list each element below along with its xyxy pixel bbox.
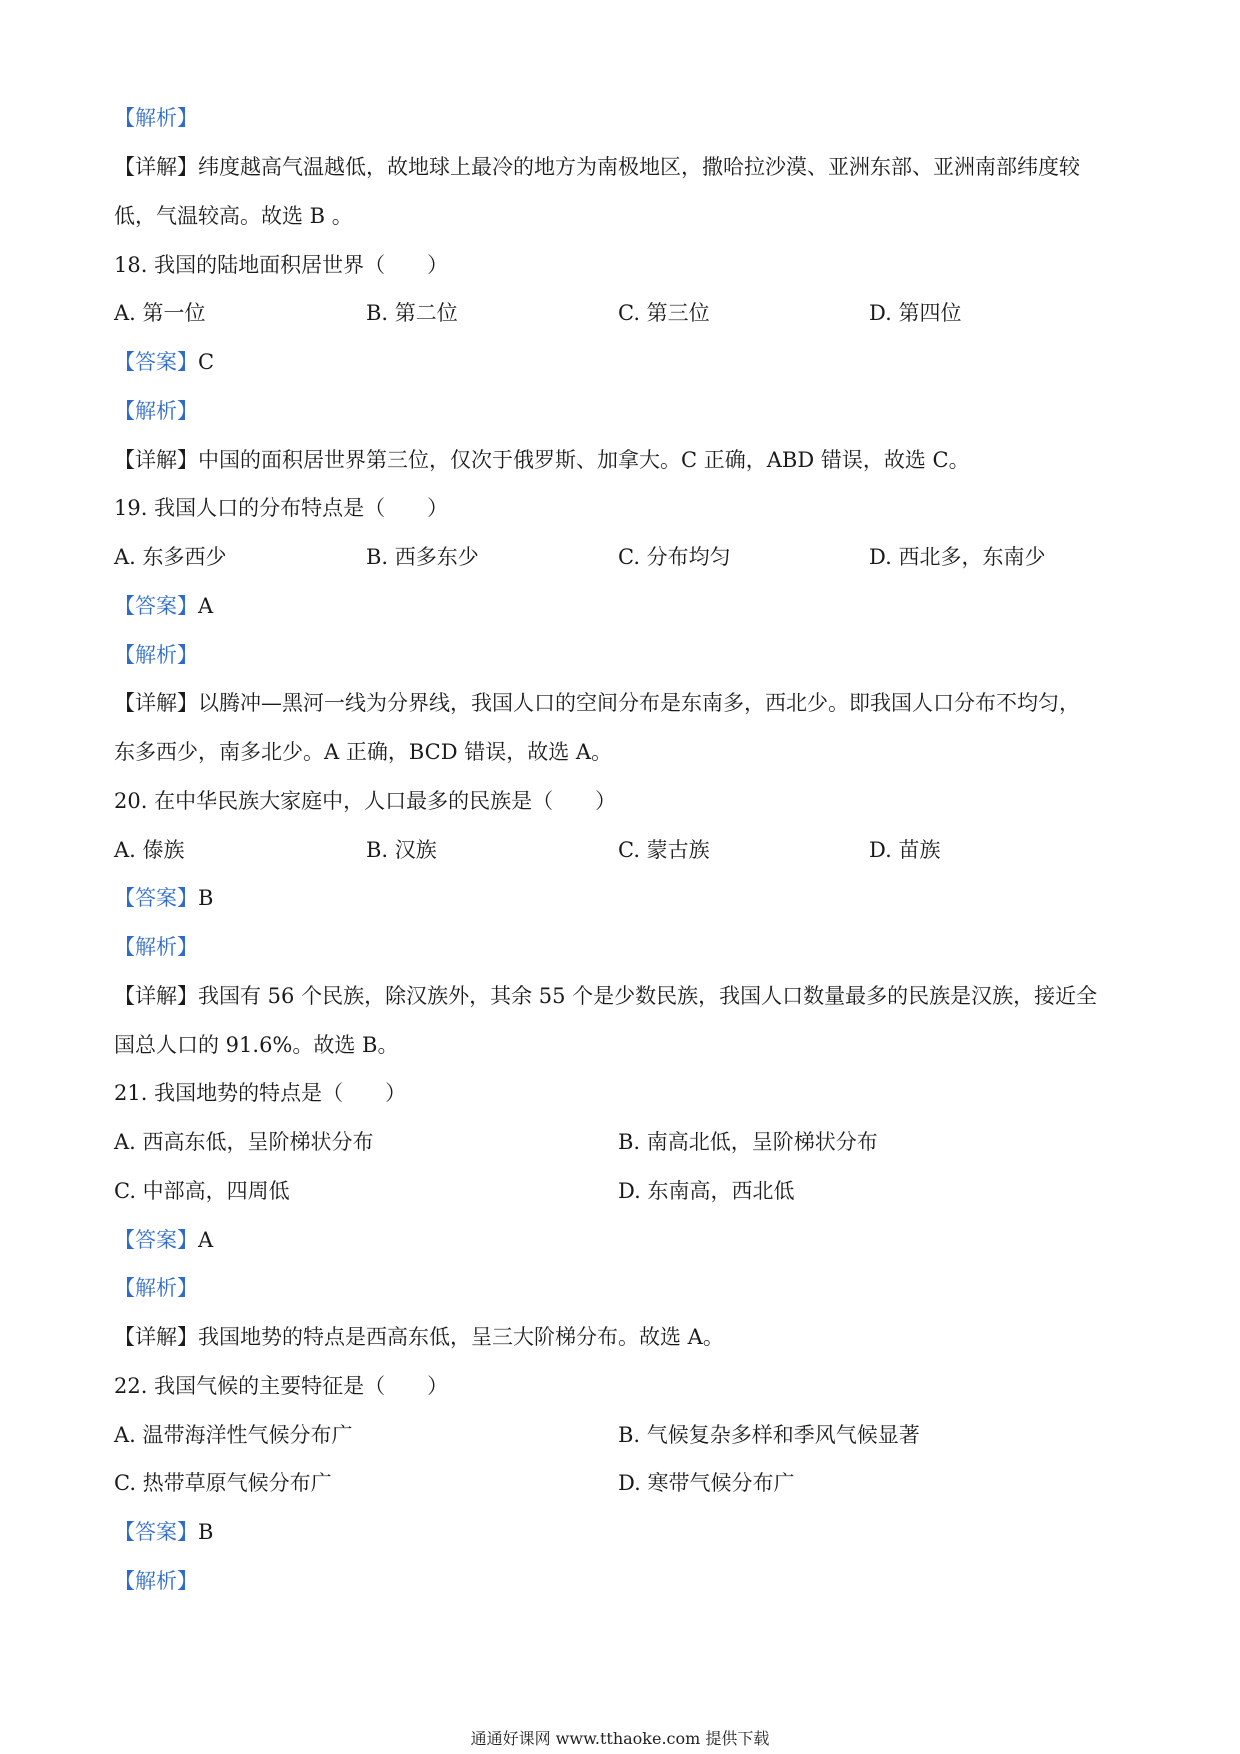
answer-value: A — [198, 594, 214, 618]
text-line: 国总人口的 91.6%。故选 B。 — [114, 1033, 399, 1057]
detail-text: 以腾冲—黑河一线为分界线，我国人口的空间分布是东南多，西北少。即我国人口分布不均匀， — [198, 691, 1080, 715]
option-item: C. 蒙古族 — [618, 838, 710, 862]
option-item: D. 第四位 — [869, 301, 962, 325]
answer-line — [114, 883, 213, 913]
page-footer: 通通好课网 www.tthaoke.com 提供下载 — [470, 1729, 770, 1748]
detail-tag: 【详解】 — [114, 984, 198, 1008]
detail-text: 我国地势的特点是西高东低，呈三大阶梯分布。故选 A。 — [198, 1325, 724, 1349]
option-item: A. 温带海洋性气候分布广 — [114, 1423, 353, 1447]
option-item: C. 第三位 — [618, 301, 710, 325]
answer-line — [114, 1225, 213, 1255]
answer-line — [114, 1517, 213, 1547]
answer-tag: 【答案】 — [114, 594, 198, 618]
analysis-label — [114, 932, 198, 962]
analysis-label — [114, 103, 198, 133]
analysis-label — [114, 1566, 198, 1596]
option-item: B. 气候复杂多样和季风气候显著 — [618, 1423, 920, 1447]
analysis-label — [114, 396, 198, 426]
option-item: A. 东多西少 — [114, 545, 227, 569]
detail-text: 纬度越高气温越低，故地球上最冷的地方为南极地区，撒哈拉沙漠、亚洲东部、亚洲南部纬度较 — [198, 155, 1080, 179]
question-stem: 21. 我国地势的特点是（ ） — [114, 1081, 407, 1105]
text-line: 东多西少，南多北少。A 正确，BCD 错误，故选 A。 — [114, 740, 613, 764]
analysis-tag: 【解析】 — [114, 1276, 198, 1300]
option-item: D. 西北多，东南少 — [869, 545, 1046, 569]
answer-value: B — [198, 1520, 214, 1544]
option-item: B. 南高北低，呈阶梯状分布 — [618, 1130, 878, 1154]
question-stem: 22. 我国气候的主要特征是（ ） — [114, 1374, 449, 1398]
answer-tag: 【答案】 — [114, 1228, 198, 1252]
option-item: A. 第一位 — [114, 301, 206, 325]
answer-line — [114, 347, 214, 377]
analysis-label — [114, 1273, 198, 1303]
answer-line — [114, 591, 213, 621]
detail-tag: 【详解】 — [114, 1325, 198, 1349]
analysis-tag: 【解析】 — [114, 643, 198, 667]
answer-value: A — [198, 1228, 214, 1252]
analysis-tag: 【解析】 — [114, 1569, 198, 1593]
analysis-tag: 【解析】 — [114, 935, 198, 959]
option-item: A. 傣族 — [114, 838, 185, 862]
detail-tag: 【详解】 — [114, 155, 198, 179]
option-item: D. 苗族 — [869, 838, 941, 862]
question-stem: 18. 我国的陆地面积居世界（ ） — [114, 253, 449, 277]
answer-tag: 【答案】 — [114, 1520, 198, 1544]
option-item: C. 分布均匀 — [618, 545, 731, 569]
option-item: B. 第二位 — [366, 301, 458, 325]
detail-text: 中国的面积居世界第三位，仅次于俄罗斯、加拿大。C 正确，ABD 错误，故选 C。 — [198, 448, 970, 472]
detail-text: 我国有 56 个民族，除汉族外，其余 55 个是少数民族，我国人口数量最多的民族是汉族，接近全 — [198, 984, 1098, 1008]
option-item: A. 西高东低，呈阶梯状分布 — [114, 1130, 374, 1154]
detail-explanation — [114, 688, 1080, 718]
option-item: C. 中部高，四周低 — [114, 1179, 290, 1203]
detail-tag: 【详解】 — [114, 691, 198, 715]
detail-explanation — [114, 1322, 724, 1352]
answer-tag: 【答案】 — [114, 350, 198, 374]
option-item: C. 热带草原气候分布广 — [114, 1471, 332, 1495]
detail-tag: 【详解】 — [114, 448, 198, 472]
option-item: B. 汉族 — [366, 838, 437, 862]
question-stem: 20. 在中华民族大家庭中，人口最多的民族是（ ） — [114, 789, 617, 813]
option-item: B. 西多东少 — [366, 545, 479, 569]
option-item: D. 寒带气候分布广 — [618, 1471, 795, 1495]
detail-explanation — [114, 981, 1097, 1011]
answer-value: C — [198, 350, 215, 374]
detail-explanation — [114, 152, 1080, 182]
answer-tag: 【答案】 — [114, 886, 198, 910]
question-stem: 19. 我国人口的分布特点是（ ） — [114, 496, 449, 520]
detail-explanation — [114, 445, 970, 475]
option-item: D. 东南高，西北低 — [618, 1179, 795, 1203]
answer-value: B — [198, 886, 214, 910]
text-line: 低，气温较高。故选 B 。 — [114, 204, 353, 228]
analysis-label — [114, 640, 198, 670]
analysis-tag: 【解析】 — [114, 399, 198, 423]
analysis-tag: 【解析】 — [114, 106, 198, 130]
